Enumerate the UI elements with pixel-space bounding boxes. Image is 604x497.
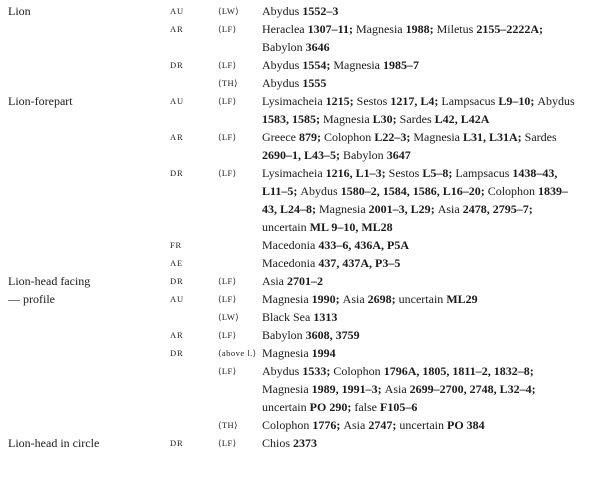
weight-standard [218,110,262,128]
metal-code: AE [170,258,183,268]
reference-line [170,2,604,20]
weight-standard: ⟨LW⟩ [218,6,240,16]
metal-code: AU [170,96,184,106]
catalogue-references: L11–5; Abydus 1580–2, 1584, 1586, L16–20; Colophon 1839– [262,184,569,198]
metal-code [170,74,218,92]
metal-code: AU [170,6,184,16]
reference-line [170,398,604,416]
weight-standard: ⟨LF⟩ [218,294,237,304]
catalogue-references: Lysimacheia 1216, L1–3; Sestos L5–8; Lampsacus 1438–43, [262,166,558,180]
reference-line [170,434,604,452]
catalogue-references: 2690–1, L43–5; Babylon 3647 [262,148,411,162]
reference-line [170,92,604,110]
catalogue-references: Black Sea 1313 [262,310,338,324]
index-entry [0,434,604,452]
reference-line [170,254,604,272]
reference-line [170,416,604,434]
weight-standard [218,380,262,398]
weight-standard: ⟨LF⟩ [218,366,237,376]
reference-line [170,218,604,236]
catalogue-references: Abydus 1555 [262,76,327,90]
catalogue-references: Abydus 1533; Colophon 1796A, 1805, 1811–2, 1832–8; [262,364,534,378]
weight-standard [218,398,262,416]
reference-line [170,20,604,38]
weight-standard [218,38,262,56]
weight-standard: ⟨LF⟩ [218,438,237,448]
weight-standard [218,182,262,200]
reference-line [170,290,604,308]
entry-term: — profile [8,292,55,306]
weight-standard [218,200,262,218]
metal-code: DR [170,168,184,178]
catalogue-references: uncertain ML 9–10, ML28 [262,220,393,234]
reference-line [170,128,604,146]
catalogue-references: Macedonia 437, 437A, P3–5 [262,256,401,270]
entry-term: Lion-head facing [8,274,91,288]
catalogue-references: Asia 2701–2 [262,274,323,288]
catalogue-references: Heraclea 1307–11; Magnesia 1988; Miletus 2155–2222A; [262,22,543,36]
metal-code: AU [170,294,184,304]
index-entry [0,290,604,434]
catalogue-references: Magnesia 1994 [262,346,336,360]
reference-line [170,236,604,254]
metal-code [170,362,218,380]
metal-code [170,110,218,128]
weight-standard: ⟨TH⟩ [218,420,238,430]
catalogue-references: Babylon 3608, 3759 [262,328,360,342]
metal-code [170,380,218,398]
reference-line [170,38,604,56]
weight-standard: ⟨LF⟩ [218,96,237,106]
reference-line [170,362,604,380]
entry-lines [170,2,604,92]
weight-standard: ⟨LW⟩ [218,312,240,322]
catalogue-references: Abydus 1552–3 [262,4,339,18]
catalogue-references: 1583, 1585; Magnesia L30; Sardes L42, L42A [262,112,490,126]
weight-standard [218,254,262,272]
entry-term: Lion [8,4,31,18]
entry-lines [170,92,604,272]
reference-line [170,200,604,218]
weight-standard: ⟨LF⟩ [218,24,237,34]
weight-standard: ⟨LF⟩ [218,132,237,142]
weight-standard: ⟨LF⟩ [218,168,237,178]
weight-standard: ⟨TH⟩ [218,78,238,88]
catalogue-references: Magnesia 1989, 1991–3; Asia 2699–2700, 2748, L32–4; [262,382,536,396]
metal-code: AR [170,132,184,142]
reference-line [170,272,604,290]
weight-standard [218,146,262,164]
reference-line [170,380,604,398]
metal-code: DR [170,438,184,448]
catalogue-references: Macedonia 433–6, 436A, P5A [262,238,409,252]
weight-standard [218,236,262,254]
metal-code [170,308,218,326]
entry-lines [170,272,604,290]
reference-line [170,182,604,200]
metal-code [170,200,218,218]
catalogue-references: Colophon 1776; Asia 2747; uncertain PO 384 [262,418,485,432]
metal-code: AR [170,330,184,340]
reference-line [170,326,604,344]
catalogue-references: Abydus 1554; Magnesia 1985–7 [262,58,419,72]
reference-line [170,344,604,362]
weight-standard [218,218,262,236]
reference-line [170,146,604,164]
catalogue-references: Magnesia 1990; Asia 2698; uncertain ML29 [262,292,478,306]
metal-code: DR [170,60,184,70]
metal-code [170,416,218,434]
weight-standard: ⟨LF⟩ [218,276,237,286]
metal-code: FR [170,240,182,250]
metal-code [170,182,218,200]
weight-standard: ⟨LF⟩ [218,60,237,70]
metal-code [170,38,218,56]
reference-line [170,308,604,326]
reference-line [170,56,604,74]
entry-lines [170,290,604,434]
entry-term: Lion-head in circle [8,436,100,450]
metal-code: AR [170,24,184,34]
index-entry [0,272,604,290]
metal-code [170,398,218,416]
reference-line [170,110,604,128]
metal-code: DR [170,276,184,286]
index-entry [0,2,604,92]
reference-line [170,164,604,182]
metal-code [170,218,218,236]
weight-standard: ⟨above l.⟩ [218,348,257,358]
catalogue-references: Greece 879; Colophon L22–3; Magnesia L31, L31A; Sardes [262,130,557,144]
reference-line [170,74,604,92]
catalogue-references: uncertain PO 290; false F105–6 [262,400,418,414]
weight-standard: ⟨LF⟩ [218,330,237,340]
catalogue-references: Lysimacheia 1215; Sestos 1217, L4; Lampsacus L9–10; Abydus [262,94,575,108]
catalogue-references: Chios 2373 [262,436,318,450]
metal-code [170,146,218,164]
entry-lines [170,434,604,452]
entry-term: Lion-forepart [8,94,73,108]
catalogue-references: Babylon 3646 [262,40,330,54]
metal-code: DR [170,348,184,358]
catalogue-references: 43, L24–8; Magnesia 2001–3, L29; Asia 2478, 2795–7; [262,202,533,216]
index-entry [0,92,604,272]
